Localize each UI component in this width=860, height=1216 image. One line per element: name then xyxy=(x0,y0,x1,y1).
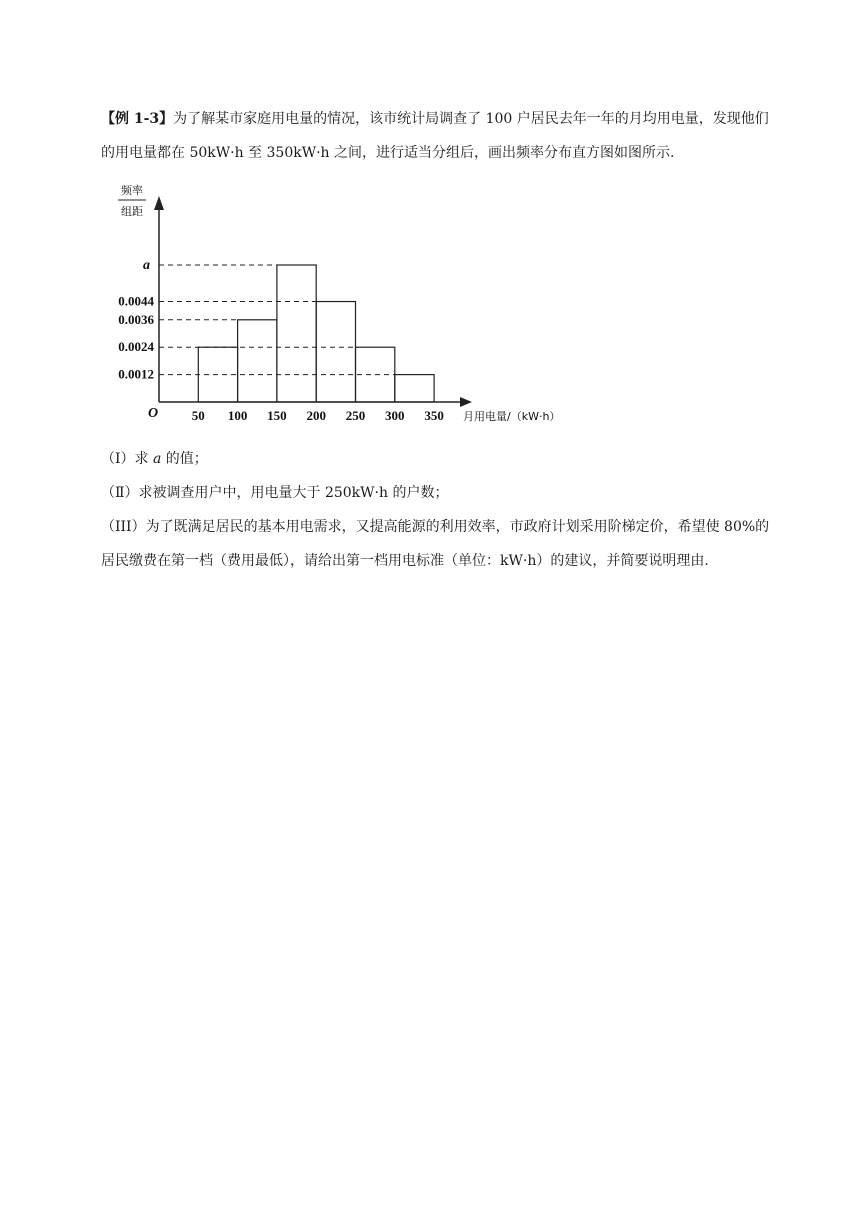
y-axis-label-numerator: 频率 xyxy=(121,184,143,197)
y-tick-label-0.0024: 0.0024 xyxy=(118,339,154,355)
x-tick-label-250: 250 xyxy=(345,408,366,423)
problem-label: 【例 1-3】 xyxy=(101,111,174,127)
histogram-bar-150-200 xyxy=(277,265,316,402)
x-tick-label-150: 150 xyxy=(267,408,287,423)
y-tick-label-0.0036: 0.0036 xyxy=(118,311,154,327)
question-1 xyxy=(101,442,771,476)
bars xyxy=(198,265,434,402)
histogram-bar-200-250 xyxy=(316,302,355,402)
x-tick-label-50: 50 xyxy=(191,408,205,423)
x-tick-label-200: 200 xyxy=(306,408,326,423)
problem-intro: 为了解某市家庭用电量的情况，该市统计局调查了 100 户居民去年一年的月均用电量，发现他们的用电量都在 50kW·h 至 350kW·h 之间，进行适当分组后，画出频率分布直方图如图所示. xyxy=(101,111,769,161)
histogram-bar-100-150 xyxy=(238,320,277,402)
histogram-bar-300-350 xyxy=(395,375,434,402)
question-2: （Ⅱ）求被调查用户中，用电量大于 250kW·h 的户数； xyxy=(101,485,449,501)
x-axis-label: 月用电量/（kW·h） xyxy=(463,410,561,423)
x-axis-arrow-icon xyxy=(460,397,472,407)
question-3: （III）为了既满足居民的基本用电需求，又提高能源的利用效率，市政府计划采用阶梯定价，希望使 80%的居民缴费在第一档（费用最低），请给出第一档用电标准（单位：kW·h）的建议，并简要说明理由. xyxy=(101,519,770,569)
question-1-suffix: 的值； xyxy=(161,451,208,467)
y-tick-label-0.0044: 0.0044 xyxy=(118,293,154,309)
origin-label: O xyxy=(147,406,159,421)
y-tick-label-a: a xyxy=(143,258,150,274)
histogram-figure xyxy=(100,180,590,430)
x-tick-label-350: 350 xyxy=(424,408,444,423)
y-axis-label-denominator: 组距 xyxy=(121,205,143,218)
x-tick-label-300: 300 xyxy=(385,408,405,423)
y-tick-label-0.0012: 0.0012 xyxy=(118,366,154,382)
labels xyxy=(118,183,560,423)
histogram-chart xyxy=(100,180,590,430)
x-tick-label-100: 100 xyxy=(227,408,248,423)
question-1-prefix: （I）求 xyxy=(101,451,153,467)
question-1-variable: a xyxy=(152,451,162,467)
y-axis-arrow-icon xyxy=(154,196,164,210)
problem-text xyxy=(101,102,771,170)
